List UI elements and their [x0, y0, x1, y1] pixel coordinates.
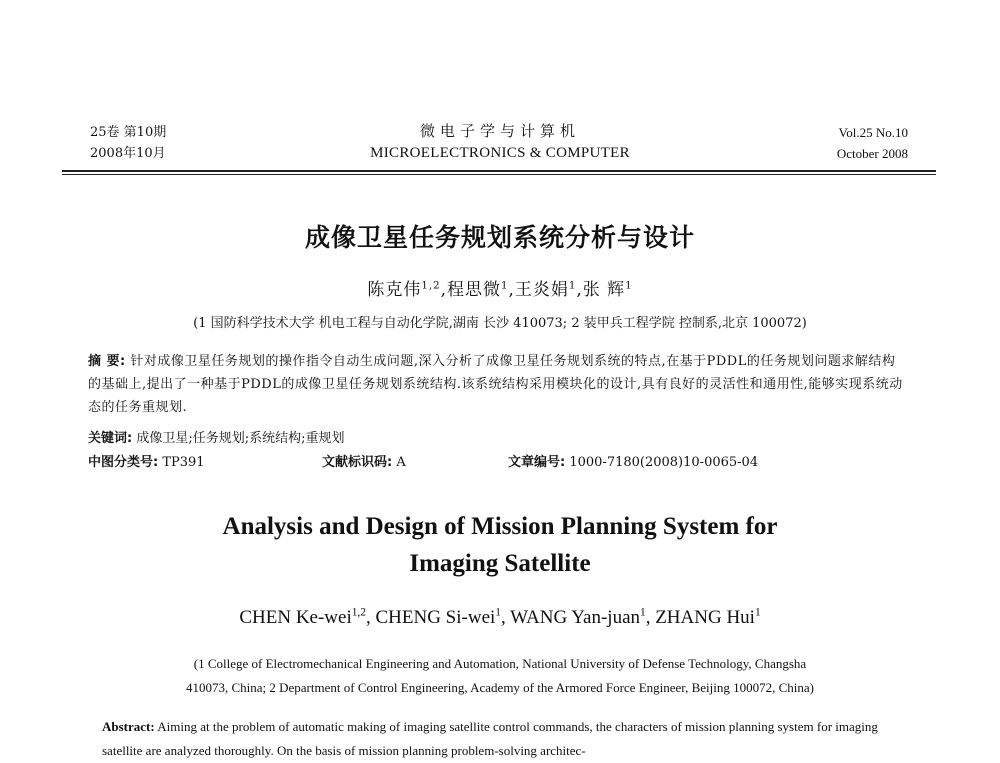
journal-name-en: MICROELECTRONICS & COMPUTER — [370, 145, 630, 161]
authors-cn — [0, 275, 1000, 300]
cn-author-affil-mark: 1 — [625, 280, 633, 292]
cn-author-name: 陈克伟 — [367, 280, 422, 300]
keywords-cn — [88, 427, 344, 446]
doc-code-label: 文献标识码: — [322, 455, 393, 470]
en-author-affil-mark: 1 — [640, 606, 646, 619]
en-author-affil-mark: 1 — [754, 606, 761, 619]
document-code — [322, 451, 406, 470]
date-cn: 2008年10月 — [90, 146, 166, 161]
title-en-line-2: Imaging Satellite — [409, 550, 591, 577]
cn-author-name: 程思微 — [446, 280, 501, 300]
affiliation-en — [0, 652, 1000, 700]
keywords-label-cn: 关键词: — [88, 431, 133, 446]
cn-author-separator: , — [576, 280, 583, 300]
en-author-affil-mark: 1 — [495, 606, 501, 619]
abstract-label-cn: 摘 要: — [88, 354, 126, 369]
volume-issue-en: Vol.25 No.10 — [838, 125, 908, 140]
cn-author-separator: , — [440, 280, 447, 300]
article-no-label: 文章编号: — [508, 455, 566, 470]
abstract-text-en: Aiming at the problem of automatic making of imaging satellite control commands, the characters of mission planning system for imaging satellite are analyzed thoroughly. On the basis of mission planning problem-solving architec- — [102, 719, 878, 758]
en-author-separator: , — [365, 607, 376, 628]
header-journal — [300, 120, 700, 164]
header-left — [90, 122, 166, 164]
journal-name-cn: 微电子学与计算机 — [419, 122, 580, 140]
cn-author-separator: , — [508, 280, 515, 300]
title-en-line-1: Analysis and Design of Mission Planning System for — [222, 513, 778, 540]
header-rule-thin — [62, 174, 936, 175]
en-author-name: WANG Yan-juan — [510, 607, 640, 628]
header-right — [837, 122, 908, 164]
header-rule-thick — [62, 170, 936, 172]
paper-title-en — [0, 508, 1000, 582]
en-author-affil-mark: 1,2 — [351, 606, 366, 619]
volume-issue-cn: 25卷 第10期 — [90, 125, 167, 140]
affiliation-cn: (1 国防科学技术大学 机电工程与自动化学院,湖南 长沙 410073; 2 装甲兵工程学院 控制系,北京 100072) — [193, 316, 807, 331]
en-author-name: CHEN Ke-wei — [239, 607, 352, 628]
abstract-label-en: Abstract: — [102, 719, 155, 734]
abstract-text-cn: 针对成像卫星任务规划的操作指令自动生成问题,深入分析了成像卫星任务规划系统的特点,在基于PDDL的任务规划问题求解结构的基础上,提出了一种基于PDDL的成像卫星任务规划系统结构.该系统结构采用模块化的设计,具有良好的灵活性和通用性,能够实现系统动态的任务重规划. — [88, 354, 903, 415]
en-author-name: ZHANG Hui — [655, 607, 755, 628]
keywords-text-cn: 成像卫星;任务规划;系统结构;重规划 — [136, 431, 345, 446]
en-author-name: CHENG Si-wei — [375, 607, 496, 628]
clc-label: 中图分类号: — [88, 455, 159, 470]
en-author-separator: , — [501, 607, 511, 628]
date-en: October 2008 — [836, 146, 908, 161]
affiliation-en-line-1: (1 College of Electromechanical Engineering and Automation, National University of Defense Technology, Changsha — [193, 656, 807, 671]
cn-author-affil-mark: 1 — [568, 280, 577, 292]
affiliation-en-line-2: 410073, China; 2 Department of Control Engineering, Academy of the Armored Force Engineer, Beijing 100072, China) — [185, 680, 815, 695]
cn-author-affil-mark: 1 — [500, 280, 509, 292]
cn-author-name: 王炎娟 — [514, 280, 569, 300]
doc-code-value: A — [396, 455, 406, 470]
abstract-cn — [88, 350, 908, 419]
cn-author-affil-mark: 1,2 — [421, 280, 441, 292]
article-number — [508, 451, 758, 470]
cn-author-name: 张 辉 — [582, 280, 626, 300]
paper-title-cn: 成像卫星任务规划系统分析与设计 — [304, 223, 695, 252]
clc-number — [88, 451, 205, 470]
abstract-en — [102, 715, 902, 763]
article-no-value: 1000-7180(2008)10-0065-04 — [569, 455, 759, 470]
authors-en — [0, 607, 1000, 629]
clc-value: TP391 — [162, 455, 205, 470]
en-author-separator: , — [645, 607, 656, 628]
